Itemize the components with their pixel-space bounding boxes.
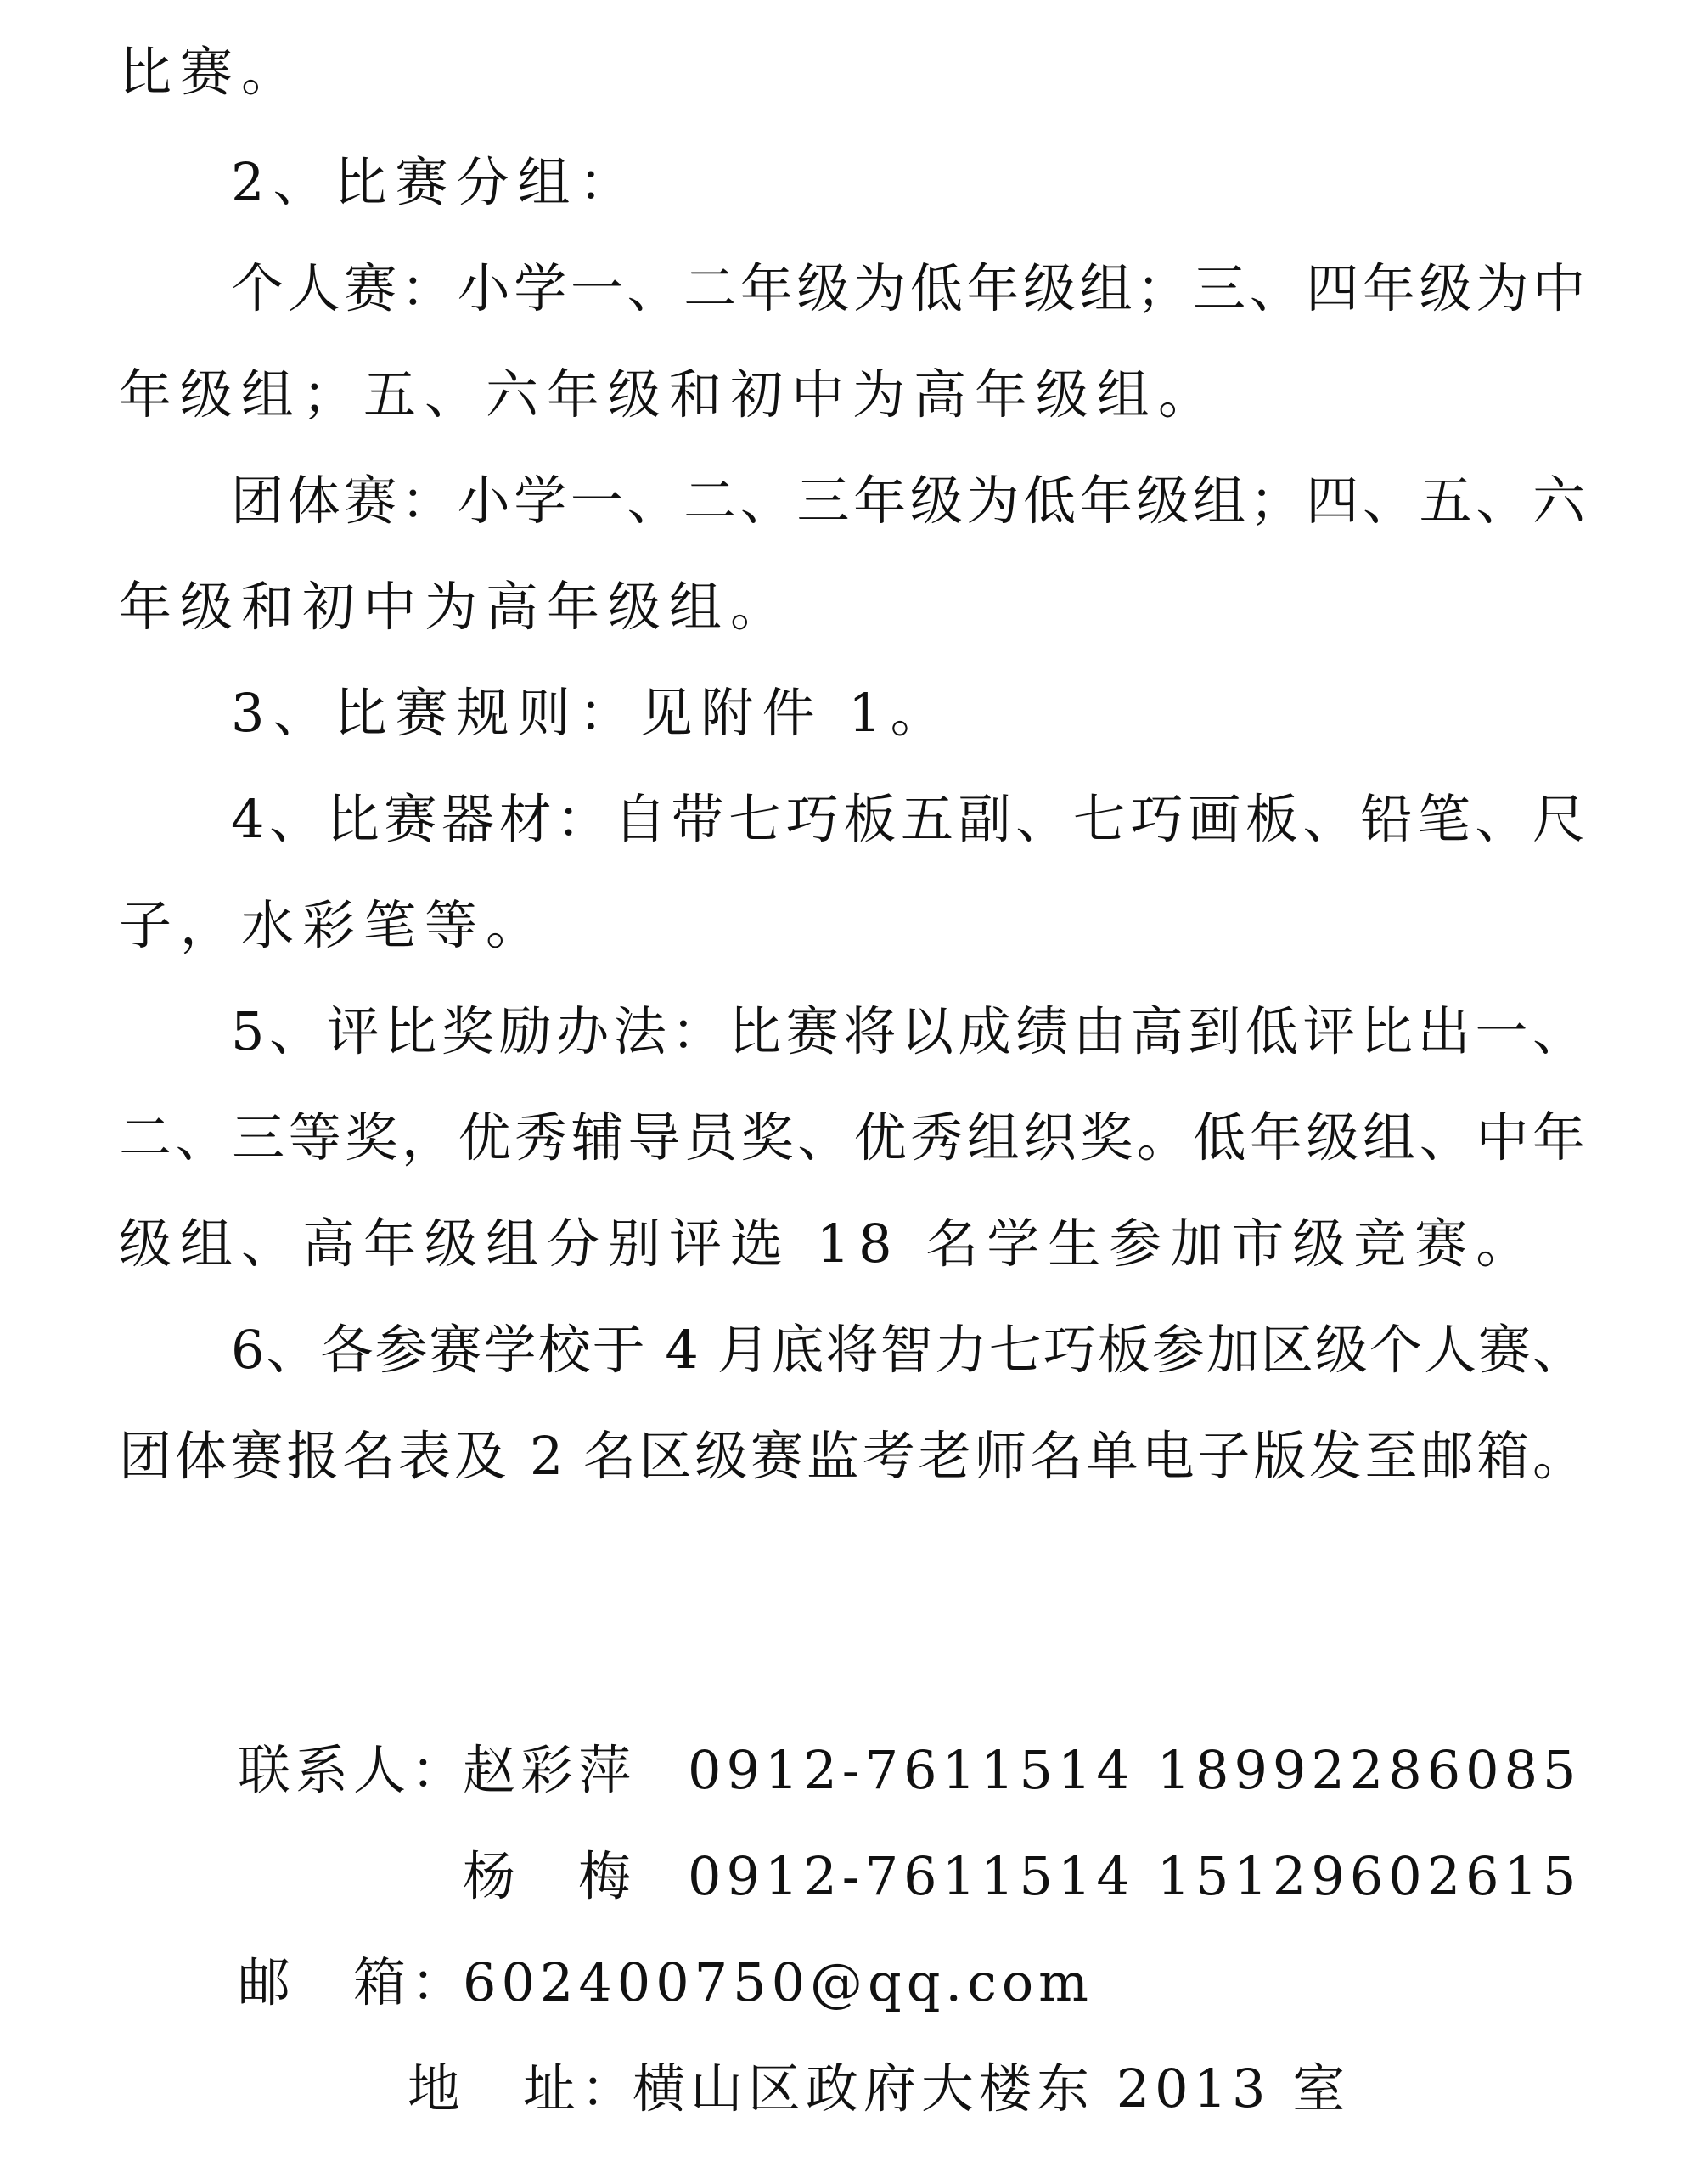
paragraph-line-4: 年级组；五、六年级和初中为高年级组。 <box>119 363 1220 425</box>
paragraph-line-6: 年级和初中为高年级组。 <box>119 576 792 638</box>
paragraph-line-1: 比赛。 <box>119 41 303 103</box>
contact-person1-phones: 0912-7611514 18992286085 <box>688 1739 1582 1801</box>
address-value: 横山区政府大楼东 2013 室 <box>633 2057 1351 2119</box>
paragraph-line-3: 个人赛：小学一、二年级为低年级组；三、四年级为中 <box>231 257 1585 319</box>
contact-label: 联系人： <box>238 1739 469 1801</box>
paragraph-line-7: 3、比赛规则：见附件 1。 <box>231 682 952 744</box>
paragraph-line-13: 6、各参赛学校于 4 月底将智力七巧板参加区级个人赛、 <box>231 1319 1585 1381</box>
paragraph-line-2: 2、比赛分组： <box>231 151 640 213</box>
contact-person1-name: 赵彩萍 <box>463 1739 637 1801</box>
email-label: 邮 箱： <box>238 1951 469 2013</box>
paragraph-line-12: 级组、高年级组分别评选 18 名学生参加市级竞赛。 <box>119 1213 1538 1275</box>
contact-person2-phones: 0912-7611514 15129602615 <box>688 1845 1582 1907</box>
paragraph-line-10: 5、评比奖励办法：比赛将以成绩由高到低评比出一、 <box>231 1000 1585 1062</box>
email-address: 602400750@qq.com <box>463 1951 1094 2013</box>
address-label: 地 址： <box>408 2057 639 2119</box>
paragraph-line-11: 二、三等奖，优秀辅导员奖、优秀组织奖。低年级组、中年 <box>119 1106 1585 1168</box>
paragraph-line-9: 子，水彩笔等。 <box>119 894 548 956</box>
paragraph-line-5: 团体赛：小学一、二、三年级为低年级组；四、五、六 <box>231 470 1585 532</box>
contact-person2-name: 杨 梅 <box>463 1845 637 1907</box>
paragraph-line-14: 团体赛报名表及 2 名区级赛监考老师名单电子版发至邮箱。 <box>119 1425 1585 1487</box>
paragraph-line-8: 4、比赛器材：自带七巧板五副、七巧画板、铅笔、尺 <box>231 788 1585 850</box>
